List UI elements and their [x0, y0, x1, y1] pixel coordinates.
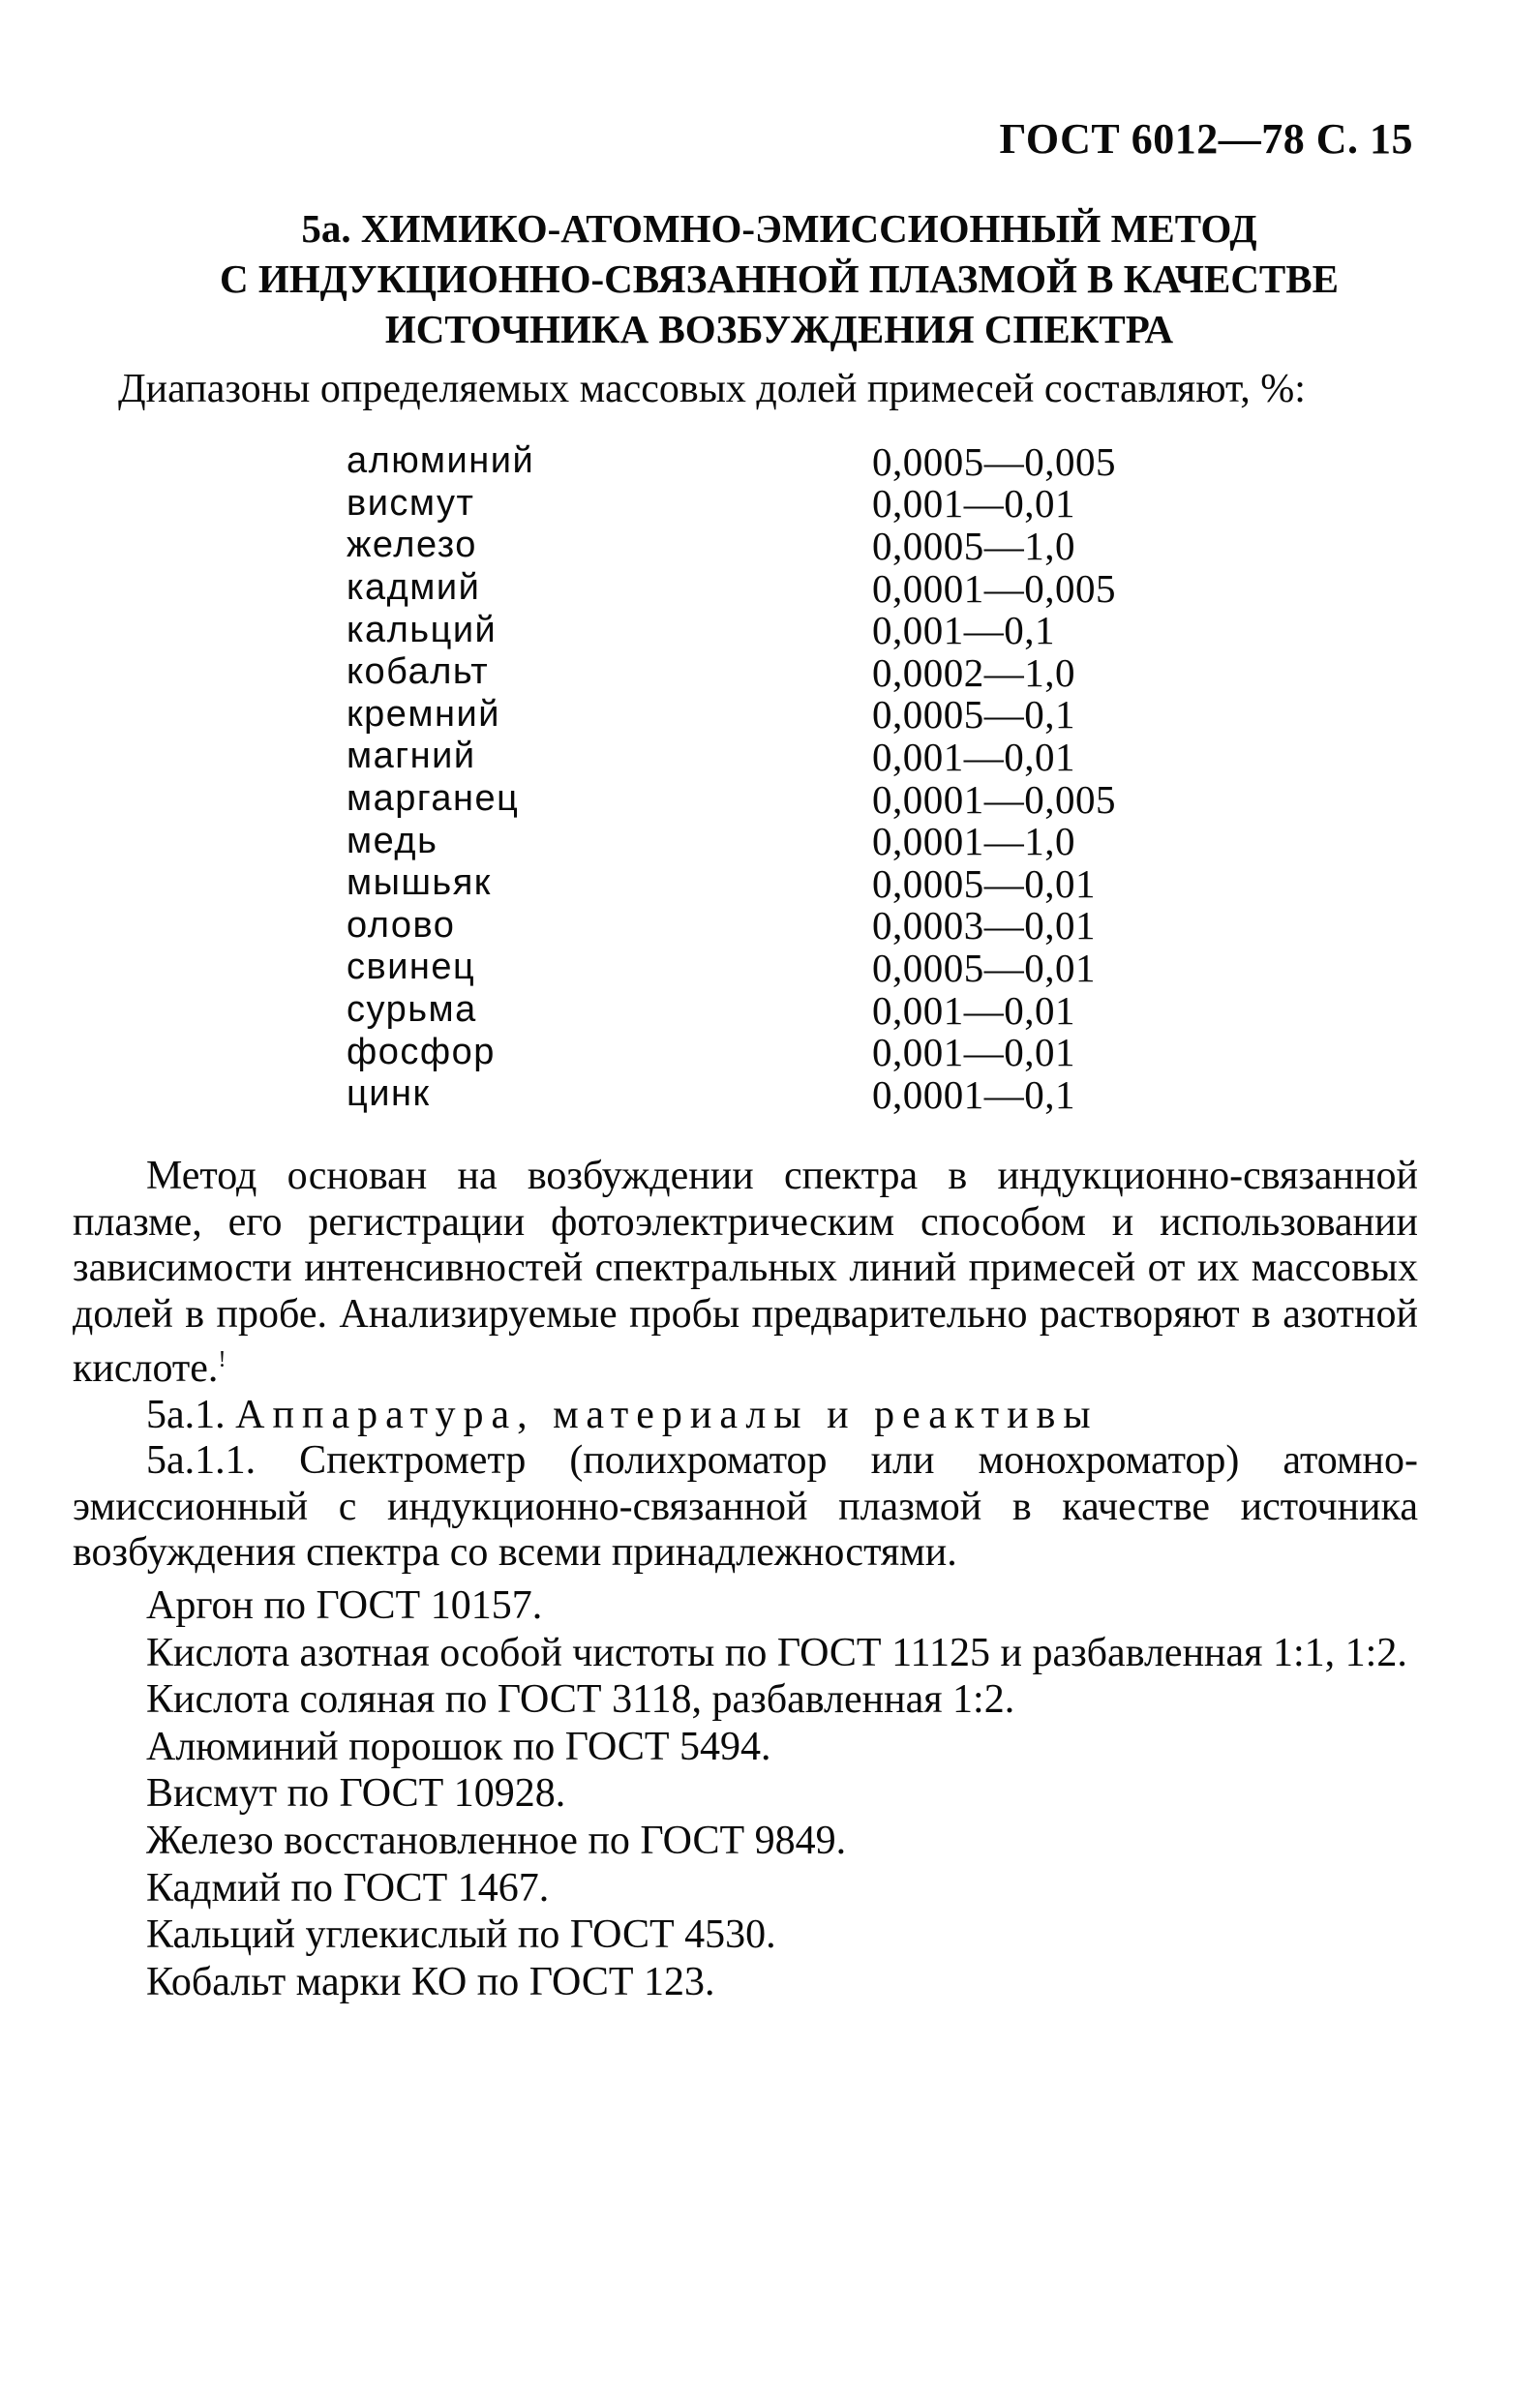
ranges-table: [347, 440, 1218, 1116]
reagent-item: Кадмий по ГОСТ 1467.: [146, 1865, 550, 1911]
reagent-item: Кобальт марки КО по ГОСТ 123.: [146, 1959, 715, 2004]
range-row: [347, 947, 1218, 989]
element-name: кальций: [347, 609, 498, 650]
range-row: [347, 1073, 1218, 1116]
reagent-item: Висмут по ГОСТ 10928.: [146, 1771, 566, 1817]
reagent-item: Алюминий порошок по ГОСТ 5494.: [146, 1724, 771, 1769]
range-value: 0,0001—0,1: [872, 1071, 1075, 1117]
element-name: свинец: [347, 947, 476, 988]
element-name: кобальт: [347, 651, 490, 693]
reagent-item: Кислота азотная особой чистоты по ГОСТ 11125 и разбавленная 1:1, 1:2.: [146, 1630, 1407, 1675]
apparatus-paragraph: 5а.1.1. Спектрометр (полихроматор или монохроматор) атомно-эмиссионный с индукционно-связанной плазмой в качестве источника возбуждения спектра со всеми принадлежностями.: [73, 1438, 1418, 1575]
element-name: висмут: [347, 482, 475, 524]
element-name: кадмий: [347, 567, 481, 609]
method-body: [73, 1154, 1418, 1577]
reagent-item: Кислота соляная по ГОСТ 3118, разбавленная 1:2.: [146, 1677, 1015, 1723]
element-name: железо: [347, 525, 477, 566]
ranges-intro: Диапазоны определяемых массовых долей примесей составляют, %:: [118, 367, 1306, 411]
range-value: 0,0002—1,0: [872, 649, 1075, 695]
element-name: цинк: [347, 1073, 431, 1115]
range-value: 0,001—0,01: [872, 1030, 1075, 1075]
range-row: [347, 567, 1218, 610]
page-header: ГОСТ 6012—78 С. 15: [999, 115, 1413, 163]
range-row: [347, 862, 1218, 905]
element-name: алюминий: [347, 440, 535, 482]
reagent-item: Аргон по ГОСТ 10157.: [146, 1583, 543, 1628]
range-row: [347, 1031, 1218, 1073]
range-row: [347, 778, 1218, 821]
range-value: 0,0005—0,01: [872, 945, 1096, 990]
range-value: 0,001—0,1: [872, 608, 1055, 653]
element-name: олово: [347, 904, 456, 946]
range-value: 0,001—0,01: [872, 734, 1075, 779]
range-row: [347, 905, 1218, 948]
range-value: 0,0005—0,1: [872, 692, 1075, 737]
element-name: марганец: [347, 778, 520, 820]
range-row: [347, 989, 1218, 1032]
range-row: [347, 440, 1218, 483]
reagent-item: Железо восстановленное по ГОСТ 9849.: [146, 1818, 847, 1863]
range-value: 0,0005—1,0: [872, 523, 1075, 568]
element-name: медь: [347, 820, 438, 861]
range-row: [347, 651, 1218, 694]
title-line: С ИНДУКЦИОННО-СВЯЗАННОЙ ПЛАЗМОЙ В КАЧЕСТВЕ: [220, 256, 1339, 301]
element-name: магний: [347, 736, 476, 777]
range-value: 0,0001—1,0: [872, 819, 1075, 864]
range-row: [347, 483, 1218, 526]
subsection-title: Аппаратура, материалы и реактивы: [235, 1392, 1099, 1437]
element-name: мышьяк: [347, 862, 492, 904]
title-line: ИСТОЧНИКА ВОЗБУЖДЕНИЯ СПЕКТРА: [384, 307, 1174, 351]
element-name: фосфор: [347, 1031, 496, 1072]
range-row: [347, 694, 1218, 737]
subsection-heading: [73, 1393, 1418, 1439]
range-row: [347, 525, 1218, 567]
range-value: 0,0005—0,01: [872, 860, 1096, 906]
range-value: 0,0003—0,01: [872, 903, 1096, 948]
range-value: 0,0001—0,005: [872, 565, 1116, 611]
subsection-number: 5а.1.: [146, 1392, 226, 1437]
method-text: Метод основан на возбуждении спектра в индукционно-связанной плазме, его регистрации фотоэлектрическим способом и использовании зависимости интенсивностей спектральных линий примесей от их массовых долей в пробе. Анализируемые пробы предварительно растворяют в азотной кислоте.: [73, 1154, 1418, 1391]
range-value: 0,0005—0,005: [872, 438, 1116, 484]
title-line: 5а. ХИМИКО-АТОМНО-ЭМИССИОННЫЙ МЕТОД: [301, 206, 1257, 251]
footnote-mark: !: [218, 1347, 226, 1372]
range-value: 0,0001—0,005: [872, 776, 1116, 822]
range-value: 0,001—0,01: [872, 987, 1075, 1033]
reagents-list: [73, 1582, 1418, 2005]
range-row: [347, 609, 1218, 651]
element-name: сурьма: [347, 989, 477, 1031]
range-row: [347, 820, 1218, 862]
range-row: [347, 736, 1218, 778]
reagent-item: Кальций углекислый по ГОСТ 4530.: [146, 1912, 776, 1958]
section-title: [145, 203, 1413, 354]
element-name: кремний: [347, 693, 500, 735]
range-value: 0,001—0,01: [872, 481, 1075, 527]
method-paragraph: [73, 1154, 1418, 1393]
